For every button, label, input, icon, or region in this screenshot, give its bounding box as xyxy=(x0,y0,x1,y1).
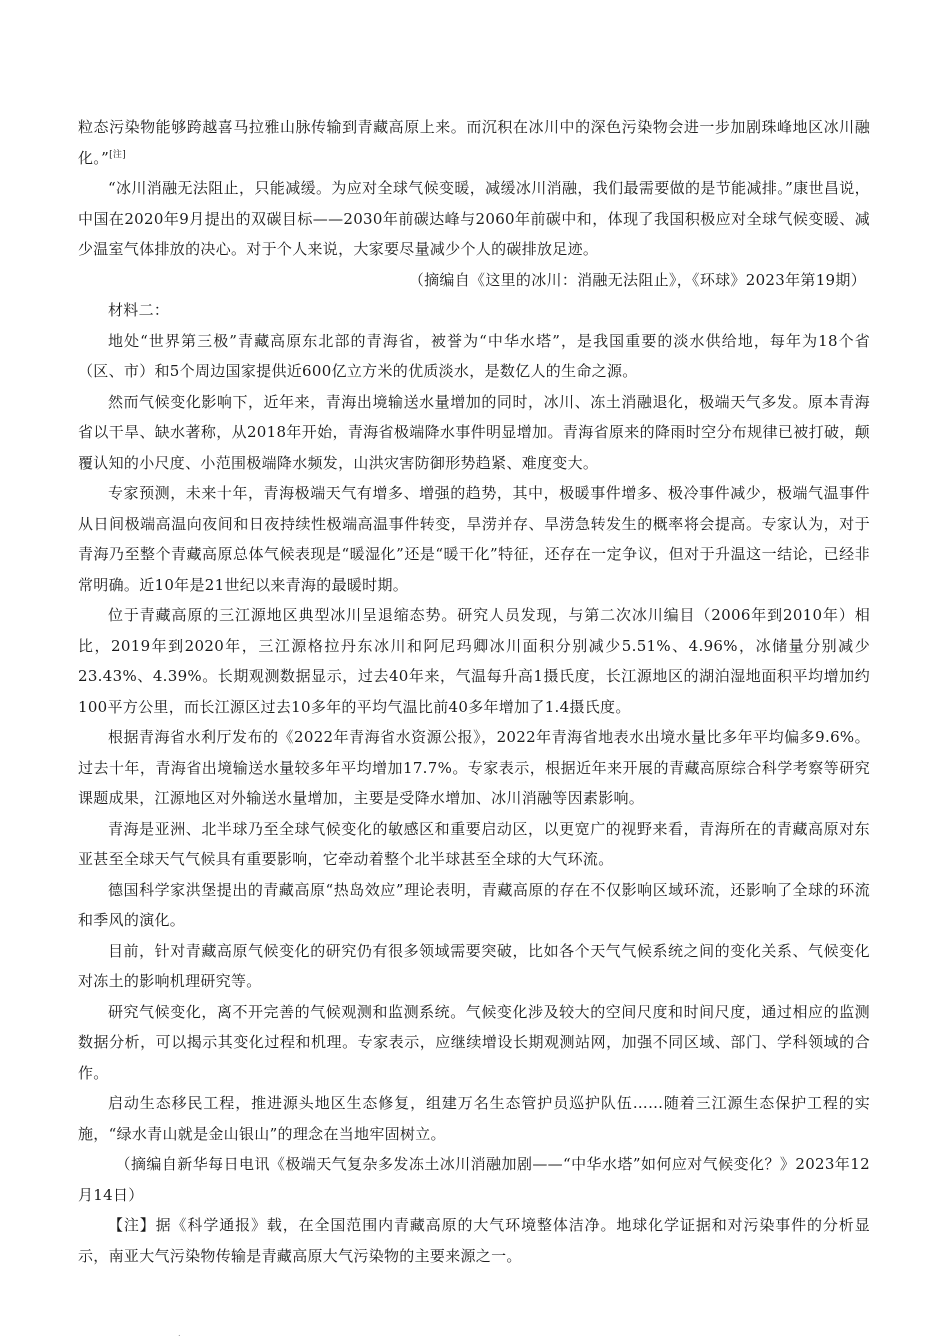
paragraph: 青海是亚洲、北半球乃至全球气候变化的敏感区和重要启动区，以更宽广的视野来看，青海所在的青藏高原对东亚甚至全球天气气候具有重要影响，它牵动着整个北半球甚至全球的大气环流。 xyxy=(78,819,870,868)
paragraph: 位于青藏高原的三江源地区典型冰川呈退缩态势。研究人员发现，与第二次冰川编目（2006年到2010年）相比，2019年到2020年，三江源格拉丹东冰川和阿尼玛卿冰川面积分别减少5.51%、4.96%，冰储量分别减少23.43%、4.39%。长期观测数据显示，过去40年来，气温每升高1摄氏度，长江源地区的湖泊湿地面积平均增加约100平方公里，而长江源区过去10多年的平均气温比前40多年增加了1.4摄氏度。 xyxy=(78,606,870,716)
paragraph-text: 粒态污染物能够跨越喜马拉雅山脉传输到青藏高原上来。而沉积在冰川中的深色污染物会进一步加剧珠峰地区冰川融化。” xyxy=(78,118,870,167)
paragraph-continuation xyxy=(78,112,870,173)
paragraph: 目前，针对青藏高原气候变化的研究仍有很多领域需要突破，比如各个天气气候系统之间的变化关系、气候变化对冻土的影响机理研究等。 xyxy=(78,941,870,990)
footnote-marker: [注] xyxy=(109,149,127,160)
footer-mark: . xyxy=(178,1329,181,1338)
paragraph: 地处“世界第三极”青藏高原东北部的青海省，被誉为“中华水塔”，是我国重要的淡水供给地，每年为18个省（区、市）和5个周边国家提供近600亿立方米的优质淡水，是数亿人的生命之源。 xyxy=(78,331,870,380)
paragraph: 然而气候变化影响下，近年来，青海出境输送水量增加的同时，冰川、冻土消融退化，极端天气多发。原本青海省以干旱、缺水著称，从2018年开始，青海省极端降水事件明显增加。青海省原来的降雨时空分布规律已被打破，颠覆认知的小尺度、小范围极端降水频发，山洪灾害防御形势趋紧、难度变大。 xyxy=(78,392,870,472)
paragraph: “冰川消融无法阻止，只能减缓。为应对全球气候变暖，减缓冰川消融，我们最需要做的是节能减排。”康世昌说，中国在2020年9月提出的双碳目标——2030年前碳达峰与2060年前碳中和，体现了我国积极应对全球气候变暖、减少温室气体排放的决心。对于个人来说，大家要尽量减少个人的碳排放足迹。 xyxy=(78,179,870,258)
document-page xyxy=(78,112,870,1271)
paragraph: 研究气候变化，离不开完善的气候观测和监测系统。气候变化涉及较大的空间尺度和时间尺度，通过相应的监测数据分析，可以揭示其变化过程和机理。专家表示，应继续增设长期观测站网，加强不同区域、部门、学科领域的合作。 xyxy=(78,1002,870,1082)
paragraph: 专家预测，未来十年，青海极端天气有增多、增强的趋势，其中，极暖事件增多、极冷事件减少，极端气温事件从日间极端高温向夜间和日夜持续性极端高温事件转变，旱涝并存、旱涝急转发生的概率将会提高。专家认为，对于青海乃至整个青藏高原总体气候表现是“暖湿化”还是“暖干化”特征，还存在一定争议，但对于升温这一结论，已经非常明确。近10年是21世纪以来青海的最暖时期。 xyxy=(78,484,870,594)
source-citation: （摘编自《这里的冰川：消融无法阻止》，《环球》2023年第19期） xyxy=(408,270,866,289)
source-citation: （摘编自新华每日电讯《极端天气复杂多发冻土冰川消融加剧——“中华水塔”如何应对气候变化？》2023年12月14日） xyxy=(78,1155,870,1204)
paragraph: 启动生态移民工程，推进源头地区生态修复，组建万名生态管护员巡护队伍……随着三江源生态保护工程的实施，“绿水青山就是金山银山”的理念在当地牢固树立。 xyxy=(78,1094,870,1143)
paragraph: 德国科学家洪堡提出的青藏高原“热岛效应”理论表明，青藏高原的存在不仅影响区域环流，还影响了全球的环流和季风的演化。 xyxy=(78,880,870,929)
footnote: 【注】据《科学通报》载，在全国范围内青藏高原的大气环境整体洁净。地球化学证据和对污染事件的分析显示，南亚大气污染物传输是青藏高原大气污染物的主要来源之一。 xyxy=(78,1216,870,1265)
paragraph: 根据青海省水利厅发布的《2022年青海省水资源公报》，2022年青海省地表水出境水量比多年平均偏多9.6%。过去十年，青海省出境输送水量较多年平均增加17.7%。专家表示，根据近年来开展的青藏高原综合科学考察等研究课题成果，江源地区对外输送水量增加，主要是受降水增加、冰川消融等因素影响。 xyxy=(78,728,870,807)
material-label: 材料二： xyxy=(108,301,170,319)
